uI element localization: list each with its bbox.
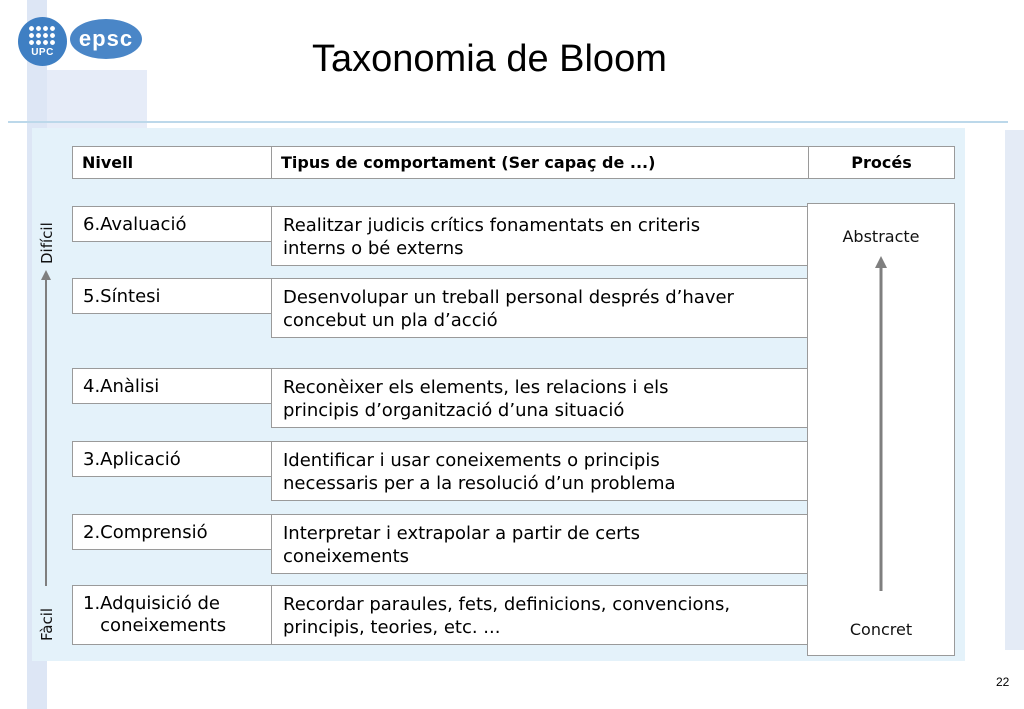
description-line: Desenvolupar un treball personal després d’haver — [283, 287, 734, 308]
description-line: Recordar paraules, fets, definicions, convencions, — [283, 594, 731, 615]
description-line: Interpretar i extrapolar a partir de certs — [283, 523, 640, 544]
decorative-right-band — [1005, 130, 1024, 650]
description-line: Reconèixer els elements, les relacions i els — [283, 377, 669, 398]
process-top-label: Abstracte — [842, 227, 920, 246]
level-cell — [72, 278, 272, 314]
upc-logo — [18, 17, 67, 66]
description-cell — [271, 368, 809, 428]
description-line: principis d’organització d’una situació — [283, 400, 625, 421]
description-line: necessaris per a la resolució d’un problema — [283, 473, 676, 494]
upc-logo-dots — [28, 25, 56, 47]
description-cell — [271, 514, 809, 574]
process-bottom-label: Concret — [849, 620, 913, 639]
description-line: coneixements — [283, 546, 410, 567]
level-label: 6.Avaluació — [83, 214, 187, 235]
description-line: principis, teories, etc. ... — [283, 617, 501, 638]
level-label: coneixements — [83, 615, 227, 636]
description-cell — [271, 585, 809, 645]
level-cell — [72, 206, 272, 242]
description-cell — [271, 278, 809, 338]
description-line: concebut un pla d’acció — [283, 310, 498, 331]
description-line: Realitzar judicis crítics fonamentats en criteris — [283, 215, 701, 236]
level-cell — [72, 514, 272, 550]
difficulty-arrow-icon — [38, 270, 54, 588]
page-number: 22 — [996, 675, 1010, 689]
header-behavior: Tipus de comportament (Ser capaç de ...) — [271, 146, 809, 179]
process-arrow-icon — [868, 256, 894, 596]
level-label: 2.Comprensió — [83, 522, 208, 543]
description-line: interns o bé externs — [283, 238, 464, 259]
description-cell — [271, 441, 809, 501]
level-cell — [72, 585, 272, 645]
description-cell — [271, 206, 809, 266]
slide-title: Taxonomia de Bloom — [312, 38, 667, 80]
difficulty-top-label: Difícil — [38, 222, 56, 264]
level-cell — [72, 368, 272, 404]
title-divider — [8, 121, 1008, 123]
level-cell — [72, 441, 272, 477]
level-label: 4.Anàlisi — [83, 376, 160, 397]
header-process: Procés — [808, 146, 955, 179]
epsc-logo: epsc — [70, 19, 142, 59]
level-label: 3.Aplicació — [83, 449, 181, 470]
level-label: 1.Adquisició de — [83, 593, 220, 614]
process-column — [807, 203, 955, 656]
header-level: Nivell — [72, 146, 272, 179]
upc-logo-text: UPC — [31, 47, 54, 58]
level-label: 5.Síntesi — [83, 286, 161, 307]
difficulty-bottom-label: Fàcil — [38, 607, 56, 641]
description-line: Identificar i usar coneixements o principis — [283, 450, 660, 471]
